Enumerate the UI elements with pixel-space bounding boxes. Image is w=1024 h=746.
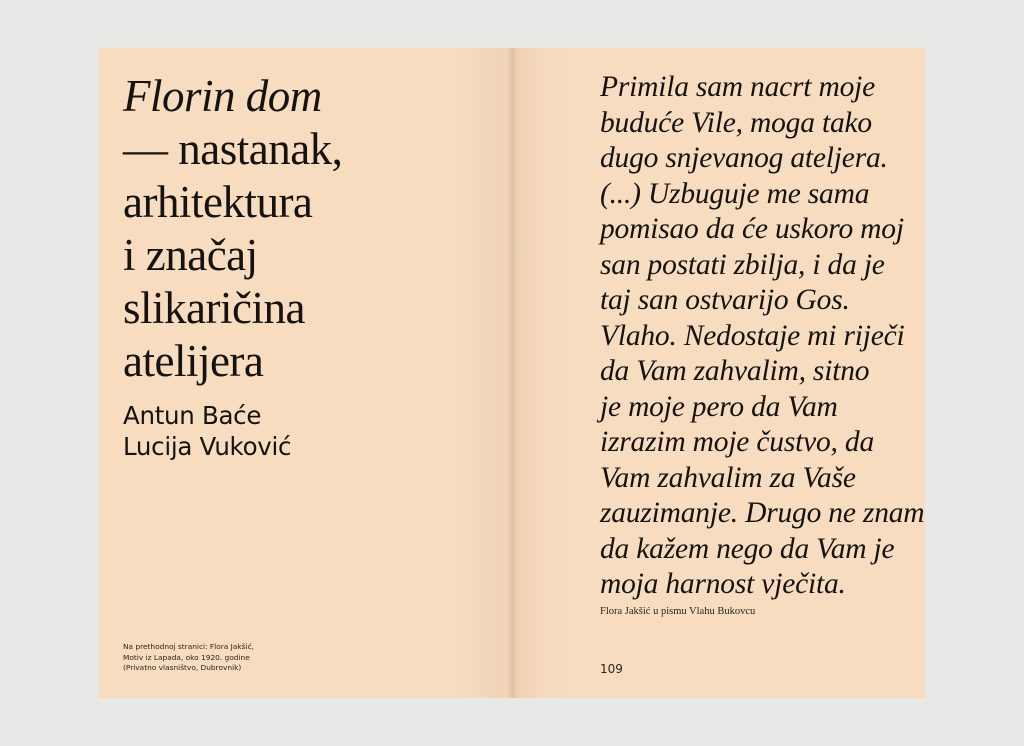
quote-line: je moje pero da Vam <box>600 390 838 423</box>
title-line: Florin dom <box>123 71 322 121</box>
author-name: Antun Baće <box>123 401 262 430</box>
quote-line: zauzimanje. Drugo ne znam <box>600 497 925 529</box>
caption-line: (Privatno vlasništvo, Dubrovnik) <box>123 663 242 672</box>
quote-line: san postati zbilja, i da je <box>600 248 885 281</box>
quote-line: Vlaho. Nedostaje mi riječi <box>600 319 905 352</box>
title-line: atelijera <box>123 336 264 386</box>
quote-source: Flora Jakšić u pismu Vlahu Bukovcu <box>600 606 756 617</box>
quote-line: dugo snjevanog ateljera. <box>600 142 888 174</box>
caption-line: Na prethodnoj stranici: Flora Jakšić, <box>123 642 254 651</box>
book-spread <box>99 48 925 698</box>
title-line: i značaj <box>123 230 258 280</box>
page-number: 109 <box>600 662 623 676</box>
quote-line: Vam zahvalim za Vaše <box>600 461 856 494</box>
title-line: slikaričina <box>123 283 305 333</box>
image-caption <box>123 642 254 674</box>
author-name: Lucija Vuković <box>123 432 292 461</box>
quote-line: (...) Uzbuguje me sama <box>600 177 870 210</box>
authors <box>123 400 291 462</box>
quote-line: buduće Vile, moga tako <box>600 106 872 139</box>
quote-line: taj san ostvarijo Gos. <box>600 284 850 316</box>
left-page <box>99 48 512 698</box>
right-page <box>512 48 925 698</box>
quote-line: pomisao da će uskoro moj <box>600 213 904 245</box>
quote-line: da kažem nego da Vam je <box>600 532 895 565</box>
quote-line: moja harnost vječita. <box>600 568 846 600</box>
quote-line: da Vam zahvalim, sitno <box>600 355 870 387</box>
title-line: arhitektura <box>123 177 313 227</box>
caption-line: Motiv iz Lapada, oko 1920. godine <box>123 652 250 662</box>
quote-line: izrazim moje čustvo, da <box>600 426 874 458</box>
quote-line: Primila sam nacrt moje <box>600 71 876 103</box>
book-gutter <box>507 48 517 698</box>
article-title <box>123 70 493 388</box>
title-line: — nastanak, <box>123 124 343 174</box>
letter-quote <box>600 70 925 603</box>
